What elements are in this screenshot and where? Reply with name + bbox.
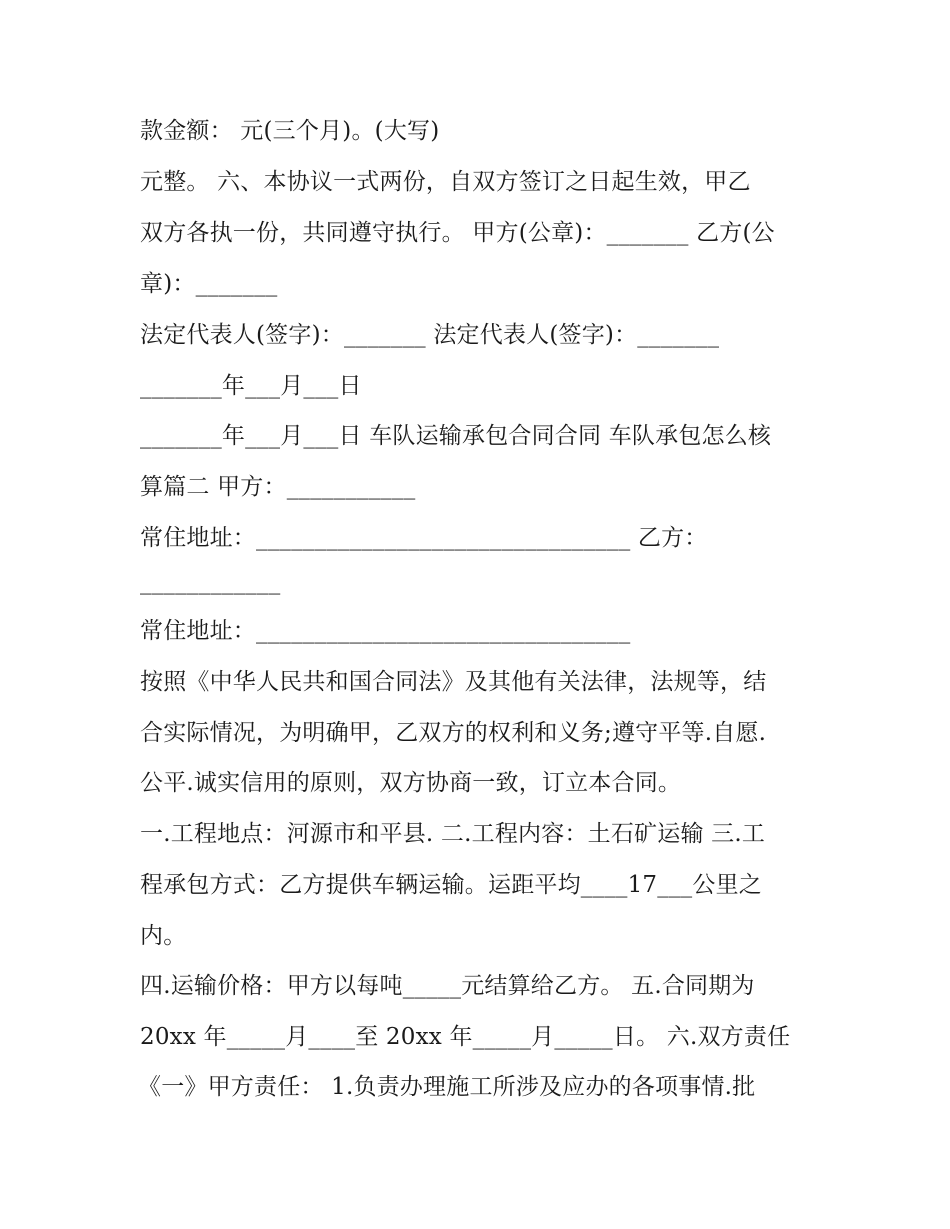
text-line-4: 章)：_______ xyxy=(140,271,278,297)
text-line-11: 常住地址：________________________________ xyxy=(140,618,631,644)
text-line-20: 《一》甲方责任： 1.负责办理施工所涉及应办的各项事情.批 xyxy=(138,1074,756,1100)
text-line-19: 20xx 年_____月____至 20xx 年_____月_____日。 六.双方责任 xyxy=(140,1024,791,1050)
text-line-8: 算篇二 甲方：___________ xyxy=(140,474,416,500)
text-line-12: 按照《中华人民共和国合同法》及其他有关法律，法规等，结 xyxy=(140,669,767,695)
text-line-13: 合实际情况，为明确甲，乙双方的权利和义务;遵守平等.自愿. xyxy=(140,720,767,746)
text-line-1: 款金额： 元(三个月)。(大写) xyxy=(140,118,440,144)
text-line-3: 双方各执一份，共同遵守执行。 甲方(公章)：_______ 乙方(公 xyxy=(140,220,775,246)
text-line-16: 程承包方式：乙方提供车辆运输。运距平均____17___公里之 xyxy=(140,872,762,898)
text-line-6: _______年___月___日 xyxy=(140,373,362,399)
text-line-7: _______年___月___日 车队运输承包合同合同 车队承包怎么核 xyxy=(140,423,772,449)
text-line-14: 公平.诚实信用的原则，双方协商一致，订立本合同。 xyxy=(140,770,682,796)
text-line-17: 内。 xyxy=(140,923,187,949)
text-line-18: 四.运输价格：甲方以每吨_____元结算给乙方。 五.合同期为 xyxy=(140,973,755,999)
text-line-5: 法定代表人(签字)：_______ 法定代表人(签字)：_______ xyxy=(140,322,720,348)
text-line-10: ____________ xyxy=(140,569,281,595)
text-line-2: 元整。 六、本协议一式两份，自双方签订之日起生效，甲乙 xyxy=(140,169,751,195)
text-line-15: 一.工程地点：河源市和平县. 二.工程内容：土石矿运输 三.工 xyxy=(140,821,766,847)
text-line-9: 常住地址：________________________________ 乙方： xyxy=(140,525,708,551)
